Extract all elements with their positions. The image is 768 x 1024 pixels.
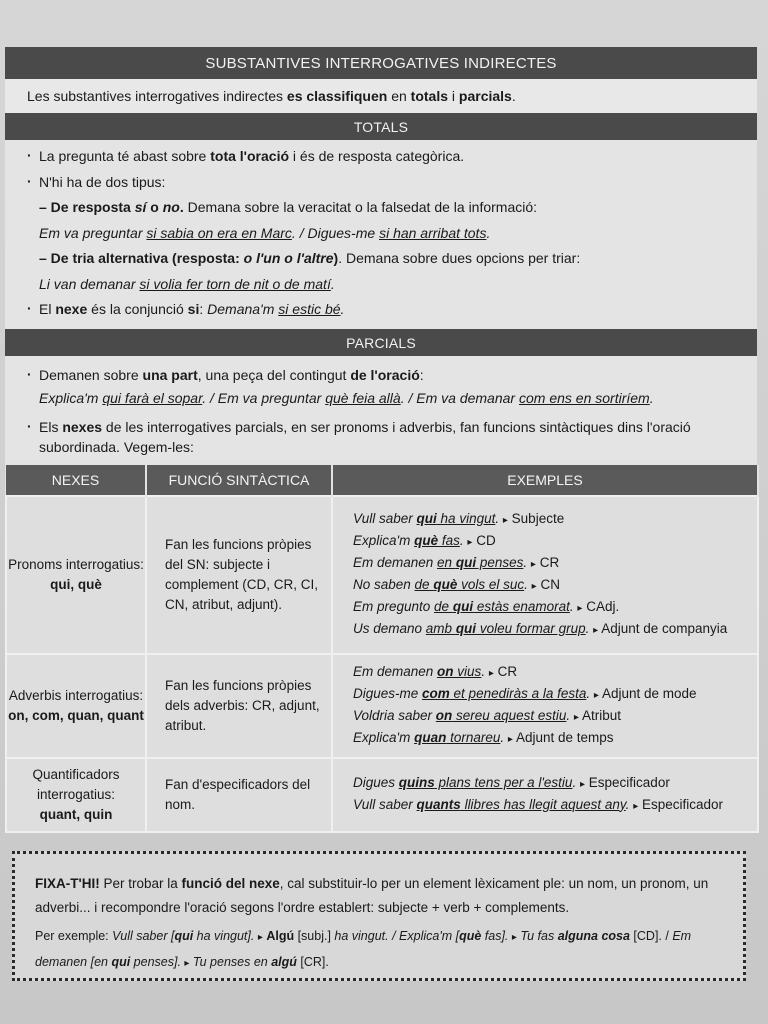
nexe-type: Pronoms interrogatius: [8, 556, 144, 572]
col-header-nexes: NEXES [6, 465, 146, 496]
arrow-icon: ▸ [531, 580, 537, 592]
exemples-cell [332, 496, 758, 654]
totals-type-yes-no: – De resposta sí o no. Demana sobre la veracitat o la falsedat de la informació: [39, 199, 538, 215]
totals-point-3: · El nexe és la conjunció si: Demana'm si estic bé. [27, 297, 747, 323]
table-header-row [6, 465, 758, 496]
parcials-point-2: · Els nexes de les interrogatives parcials, en ser pronoms i adverbis, fan funcions sintàctiques dins l'oració subordinada. Vegem-les: [27, 417, 747, 457]
box-title: SUBSTANTIVES INTERROGATIVES INDIRECTES [5, 47, 757, 79]
example-line: Voldria saber on sereu aquest estiu. ▸ Atribut [353, 707, 621, 723]
example-function: CR [497, 663, 518, 679]
fixa-hi-example: Per exemple: Vull saber [qui ha vingut]. ▸ Algú [subj.] ha vingut. / Explica'm [què fas]. ▸ Tu fas alguna cosa [CD]. / Em demanen [en qui penses]. ▸ Tu penses en algú [CR]. [35, 929, 692, 969]
parcials-example: Explica'm qui farà el sopar. / Em va preguntar què feia allà. / Em va demanar com ens en sortiríem. [39, 390, 654, 406]
col-header-exemples: EXEMPLES [332, 465, 758, 496]
fixa-hi-text: FIXA-T'HI! Per trobar la funció del nexe, cal substituir-lo per un element lèxicament ple: un nom, un pronom, un adverbi... i recompondre l'oració segons l'ordre establert: subjecte + verb + complements. [35, 876, 709, 915]
totals-header: TOTALS [5, 113, 757, 140]
example-line: Explica'm quan tornareu. ▸ Adjunt de temps [353, 729, 614, 745]
nexe-type: Adverbis interrogatius: [8, 687, 144, 703]
arrow-icon: ▸ [633, 800, 639, 812]
example-function: CAdj. [586, 598, 620, 614]
example-line: Em demanen en qui penses. ▸ CR [353, 554, 560, 570]
example-line: Digues quins plans tens per a l'estiu. ▸ Especificador [353, 774, 670, 790]
table-row [6, 758, 758, 832]
example-function: Adjunt de mode [601, 685, 697, 701]
nexe-words: quant, quin [39, 806, 113, 822]
example-function: Especificador [588, 774, 670, 790]
arrow-icon: ▸ [577, 602, 583, 614]
nexe-cell [6, 654, 146, 758]
example-function: Subjecte [511, 510, 565, 526]
fixa-hi-note [12, 851, 746, 981]
totals-type-alternative: – De tria alternativa (resposta: o l'un o l'altre). Demana sobre dues opcions per triar: [39, 250, 581, 266]
example-line: Vull saber quants llibres has llegit aquest any. ▸ Especificador [353, 796, 724, 812]
arrow-icon: ▸ [579, 778, 586, 790]
nexe-words: qui, què [50, 576, 102, 592]
nexes-table [5, 465, 759, 833]
example-function: Adjunt de temps [515, 729, 614, 745]
totals-section [5, 140, 757, 329]
fixa-hi-label: FIXA-T'HI! [35, 876, 100, 891]
example-function: CR [539, 554, 560, 570]
nexe-type: Quantificadors interrogatius: [32, 766, 120, 802]
arrow-icon: ▸ [502, 514, 508, 526]
example-line: Digues-me com et penediràs a la festa. ▸ Adjunt de mode [353, 685, 697, 701]
arrow-icon: ▸ [573, 711, 579, 723]
parcials-section [5, 356, 757, 465]
funcio-cell: Fan les funcions pròpies dels adverbis: CR, adjunt, atribut. [146, 654, 332, 758]
col-header-funcio: FUNCIÓ SINTÀCTICA [146, 465, 332, 496]
intro-line: Les substantives interrogatives indirectes es classifiquen en totals i parcials. [5, 79, 757, 113]
table-row [6, 654, 758, 758]
example-function: Atribut [581, 707, 621, 723]
arrow-icon: ▸ [530, 558, 536, 570]
funcio-cell: Fan les funcions pròpies del SN: subjecte i complement (CD, CR, CI, CN, atribut, adjunt). [146, 496, 332, 654]
arrow-icon: ▸ [507, 733, 513, 745]
example-line: No saben de què vols el suc. ▸ CN [353, 576, 560, 592]
parcials-header: PARCIALS [5, 329, 757, 356]
example-line: Explica'm què fas. ▸ CD [353, 532, 496, 548]
totals-point-1: · La pregunta té abast sobre tota l'oració i és de resposta categòrica. [27, 144, 747, 170]
nexe-words: on, com, quan, quant [8, 707, 144, 723]
grammar-box [5, 47, 757, 833]
totals-example-1: Em va preguntar si sabia on era en Marc. / Digues-me si han arribat tots. [39, 224, 491, 241]
exemples-cell [332, 654, 758, 758]
arrow-icon: ▸ [593, 689, 599, 701]
example-function: Especificador [641, 796, 724, 812]
nexe-cell [6, 758, 146, 832]
example-line: Em demanen on vius. ▸ CR [353, 663, 518, 679]
parcials-point-1: · Demanen sobre una part, una peça del contingut de l'oració: [27, 364, 747, 388]
totals-point-2: · N'hi ha de dos tipus: [27, 170, 747, 196]
example-function: Adjunt de companyia [601, 620, 728, 636]
funcio-cell: Fan d'especificadors del nom. [146, 758, 332, 832]
exemples-cell [332, 758, 758, 832]
table-row [6, 496, 758, 654]
example-line: Vull saber qui ha vingut. ▸ Subjecte [353, 510, 565, 526]
example-line: Em pregunto de qui estàs enamorat. ▸ CAdj. [353, 598, 620, 614]
arrow-icon: ▸ [467, 536, 473, 548]
nexe-cell [6, 496, 146, 654]
example-function: CD [476, 532, 496, 548]
arrow-icon: ▸ [593, 624, 599, 636]
totals-example-2: Li van demanar si volia fer torn de nit o de matí. [39, 275, 335, 292]
example-line: Us demano amb qui voleu formar grup. ▸ Adjunt de companyia [353, 620, 728, 636]
example-function: CN [540, 576, 560, 592]
arrow-icon: ▸ [488, 667, 494, 679]
